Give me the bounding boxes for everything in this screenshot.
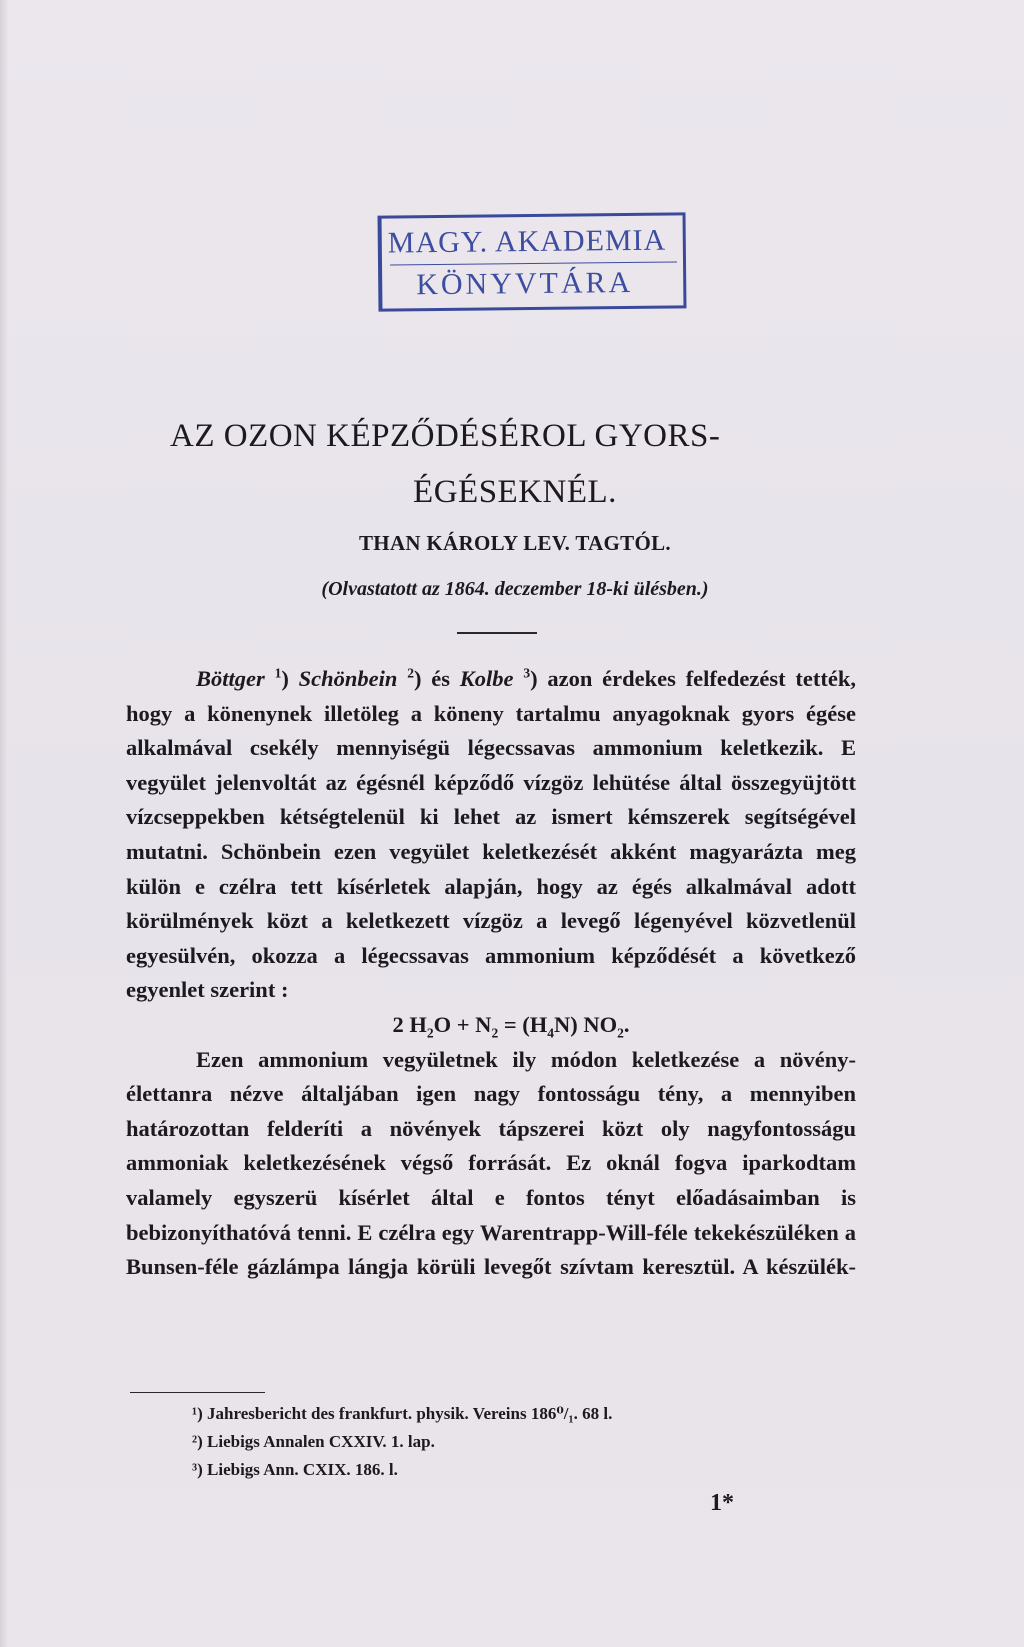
author-ref-name-1: Böttger	[196, 666, 265, 691]
footnote-mark: ³)	[192, 1460, 203, 1479]
eq-part-a: 2 H	[392, 1011, 427, 1037]
page-number: 1*	[710, 1490, 734, 1516]
library-stamp	[378, 212, 687, 311]
article-body	[126, 662, 856, 1285]
scan-edge-shadow	[0, 0, 8, 1647]
stamp-divider	[390, 261, 677, 265]
article-title-line-2: ÉGÉSEKNÉL.	[413, 474, 617, 510]
eq-sub-b: 2	[491, 1025, 499, 1041]
footnote-ref-2: 2	[407, 665, 414, 681]
stamp-line-1: MAGY. AKADEMIA	[387, 223, 667, 260]
eq-end: .	[623, 1011, 630, 1037]
eq-sub-d: 2	[617, 1025, 624, 1041]
article-title-line-1: AZ OZON KÉPZŐDÉSÉROL GYORS-	[170, 418, 721, 454]
footnote-rule	[130, 1392, 265, 1393]
paragraph-1: Böttger $^1$) Schönbein $^2$) és Kolbe $^3$) azon érdekes felfedezést tették, hogy a könenynek illetöleg a köneny tartalmu anyagoknak gyors égése alkalmával csekély mennyiségü légecssavas ammonium keletkezik. E vegyület jelenvoltát az égésnél képződő vízgöz lehütése által összegyüjtött vízcseppekben kétségtelenül ki lehet az ismert kémszerek segítségével mutatni. Schönbein ezen vegyület keletkezését akként magyarázta meg külön e czélra tett kísérletek alapján, hogy az égés alkalmával adott körülmények közt a keletkezett vízgöz a levegő légenyével közvetlenül egyesülvén, okozza a légecssavas ammonium képződését a következő egyenlet szerint :	[126, 665, 857, 1003]
footnote-3	[192, 1456, 842, 1484]
footnote-2	[192, 1428, 842, 1456]
footnotes	[192, 1400, 842, 1484]
footnote-1	[192, 1400, 842, 1428]
eq-part-c: = (H	[498, 1011, 548, 1037]
stamp-line-2: KÖNYVTÁRA	[416, 265, 634, 302]
footnote-ref-3: 3	[523, 665, 531, 681]
footnote-text: Jahresbericht des frankfurt. physik. Vereins 186⁰/₁. 68 l.	[207, 1404, 613, 1423]
footnote-ref-1: 1	[274, 665, 282, 681]
paragraph-1-text: azon érdekes felfedezést tették, hogy a könenynek illetöleg a köneny tartalmu anyagoknak gyors égése alkalmával csekély mennyiségü légecssavas ammonium keletkezik. E vegyület jelenvoltát az égésnél képződő vízgöz lehütése által összegyüjtött vízcseppekben kétségtelenül ki lehet az ismert kémszerek segítségével mutatni. Schönbein ezen vegyület keletkezését akként magyarázta meg külön e czélra tett kísérletek alapján, hogy az égés alkalmával adott körülmények közt a keletkezett vízgöz a levegő légenyével közvetlenül egyesülvén, okozza a légecssavas ammonium képződését a következő egyenlet szerint :	[126, 666, 857, 1003]
title-separator	[457, 632, 537, 634]
eq-sub-c: 4	[547, 1025, 555, 1041]
footnote-mark: ¹)	[192, 1404, 203, 1423]
footnote-mark: ²)	[192, 1432, 203, 1451]
author-ref-name-2: Schönbein	[298, 666, 398, 691]
author-line: THAN KÁROLY LEV. TAGTÓL.	[359, 531, 671, 555]
footnote-text: Liebigs Annalen CXXIV. 1. lap.	[207, 1432, 435, 1451]
paragraph-2: Ezen ammonium vegyületnek ily módon keletkezése a növény-élettanra nézve általjában igen nagy fontosságu tény, a mennyiben határozottan felderíti a növények tápszerei közt oly nagyfontosságu ammoniak keletkezésének végső forrását. Ez oknál fogva iparkodtam valamely egyszerü kísérlet által e fontos tényt előadásaimban is bebizonyíthatóvá tenni. E czélra egy Warentrapp-Will-féle tekekészüléken a Bunsen-féle gázlámpa lángja körüli levegőt szívtam keresztül. A készülék-	[126, 1046, 856, 1280]
author-ref-name-3: Kolbe	[459, 666, 514, 691]
footnote-text: Liebigs Ann. CXIX. 186. l.	[207, 1460, 398, 1479]
chemical-equation	[126, 1008, 856, 1043]
eq-part-b: O + N	[433, 1011, 492, 1037]
eq-part-d: N) NO	[554, 1011, 618, 1037]
session-note: (Olvastatott az 1864. deczember 18-ki ülésben.)	[321, 578, 709, 600]
eq-sub-a: 2	[426, 1025, 434, 1041]
conjunction: és	[431, 666, 450, 691]
